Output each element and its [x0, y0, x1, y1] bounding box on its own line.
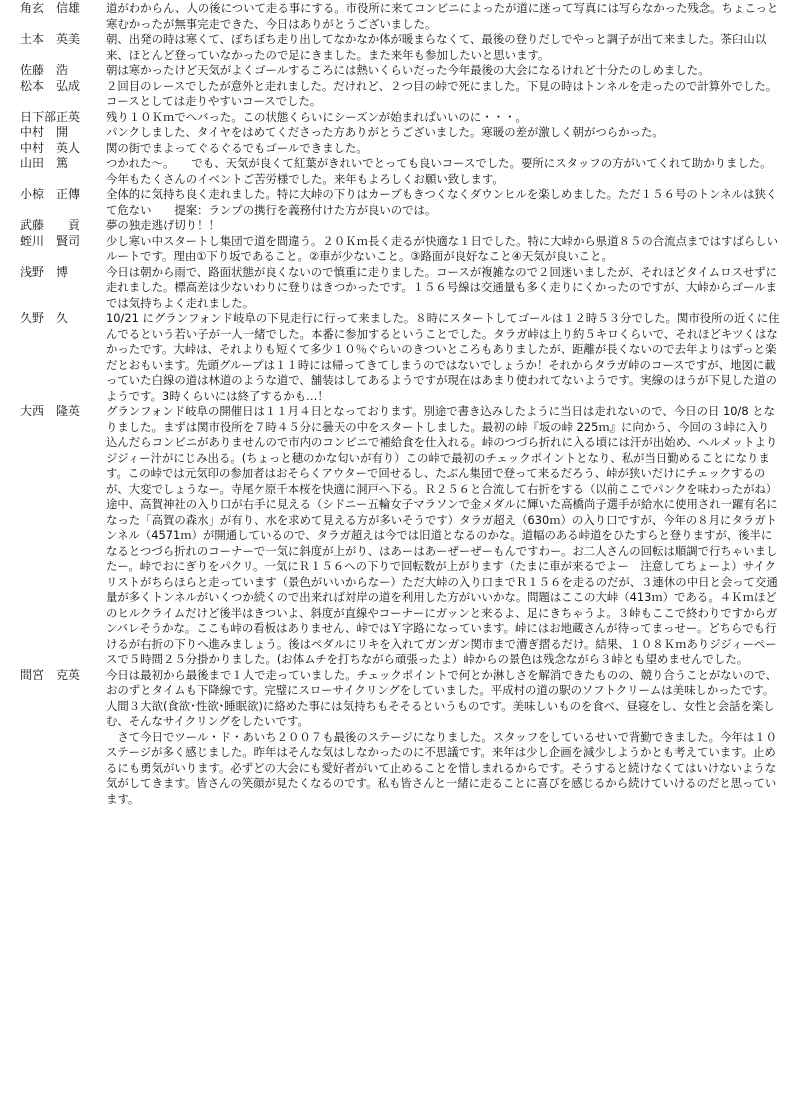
- participant-name: 松本 弘成: [20, 78, 81, 93]
- participant-name: 山田 篤: [20, 156, 69, 170]
- participant-comment: パンクしました、タイヤをはめてくださった方ありがとうございました。寒暖の差が激しく朝がつらかった。: [106, 125, 664, 139]
- comment-entry: [20, 1, 780, 32]
- participant-comment: 全体的に気持ち良く走れました。特に大峠の下りはカーブもきつくなくダウンヒルを楽しめました。ただ１５６号のトンネルは狭くて危ない 提案：ランプの携行を義務付けた方が良いのでは。: [106, 187, 778, 217]
- participant-comment: 朝、出発の時は寒くて、ぼちぼち走り出してなかなか体が暖まらなくて、最後の登りだしでやっと調子が出て来ました。茶臼山以来、ほとんど登っていなかったので足にきました。また来年も参加したいと思います。: [106, 32, 767, 62]
- participant-name: 土本 英美: [20, 32, 81, 46]
- comment-entry: [20, 141, 780, 157]
- comment-entry: [20, 125, 780, 141]
- participant-name: 間宮 克英: [20, 667, 81, 682]
- comment-entry: [20, 187, 780, 218]
- comment-entry: [20, 156, 780, 187]
- participant-comment: 今日は最初から最後まで１人で走っていました。チェックポイントで何とか淋しさを解消できたものの、競り合うことがないので、おのずとタイムも下降線です。完璧にスローサイクリングをしていました。平成村の道の駅のソフトクリームは美味しかったです。人間３大欲(食欲･性欲･睡眠欲)に絡めた事には気持ちもそそるというものです。美味しいものを食べ、昼寝をし、女性と会話を楽しむ、そんなサイクリングをしたいです。: [106, 667, 778, 728]
- participant-comment: つかれた～。 でも、天気が良くて紅葉がきれいでとっても良いコースでした。要所にスタッフの方がいてくれて助かりました。今年もたくさんのイベントご苦労様でした。来年もよろしくお願い致します。: [106, 156, 772, 186]
- participant-comment: 関の街でまよってぐるぐるでもゴールできました。: [106, 140, 368, 155]
- participant-name: 武藤 貢: [20, 218, 81, 232]
- participant-name: 小椋 正傳: [20, 187, 81, 201]
- comment-entry: [20, 265, 780, 312]
- participant-comment: 夢の独走逃げ切り！！: [106, 218, 220, 232]
- participant-comment: 道がわからん、人の後について走る事にする。市役所に来てコンビニによったが道に迷って写真には写らなかった残念。ちょこっと寒むかったが無事完走できた、今日はありがとうございました。: [106, 1, 779, 31]
- participant-name: 大西 隆英: [20, 404, 81, 418]
- comment-entry: [20, 404, 780, 668]
- comment-entry: [20, 668, 780, 730]
- comment-entry: [20, 79, 780, 110]
- participant-name: 佐藤 浩: [20, 63, 69, 77]
- participant-comment: 10/21 にグランフォンド岐阜の下見走行に行って来ました。８時にスタートしてゴールは１２時５３分でした。関市役所の近くに住んでるという若い子が一人一緒でした。本番に参加するということでした。タラガ峠は上り約５キロくらいで、それほどキツくはなかったです。大峠は、それよりも短くて多少１０％ぐらいのきついところもありましたが、距離が長くないので去年よりはずっと楽だとおもいます。先頭グループは１１時には帰ってきてしまうのではないでしょうか！それからタラガ峠のコースですが、地図に載っていた白線の道は林道のような道で、舗装はしてあるようですが現在はあまり使われてないようです。実線のほうが下見した道のようです。3時くらいには終了するかも…！: [106, 311, 780, 403]
- comment-entry: [20, 234, 780, 265]
- participant-name: 中村 英人: [20, 140, 81, 155]
- participant-name: 久野 久: [20, 311, 69, 325]
- participant-comment: 残り１０Ｋｍでへバった。この状態くらいにシーズンが始まればいいのに・・・。: [106, 109, 527, 124]
- participant-name: 浅野 博: [20, 264, 69, 279]
- comment-entry: [20, 218, 780, 234]
- comment-entry: [20, 32, 780, 63]
- participant-comment: 少し寒い中スタートし集団で道を間違う。２０Ｋｍ長く走るが快適な１日でした。特に大峠から県道８５の合流点まではすばらしいルートです。理由①下り坂であること。②車が少ないこと。③路面が良好なこと④天気が良いこと。: [106, 233, 779, 263]
- closing-paragraph: さて今日でツール・ド・あいち２００７も最後のステージになりました。スタッフをしているせいで背勤できました。今年は１０ステージが多く感じました。昨年はそんな気はしなかったのに不思議です。来年は少し企画を減少しようかとも考えています。止めるにも勇気がいります。必ずどの大会にも愛好者がいて止めることを惜しまれるからです。そうすると続けなくてはいけないような気がしてきます。皆さんの笑顔が見たくなるのです。私も皆さんと一緒に走ることに喜びを感じるから続けていけるのだと思っています。: [106, 729, 778, 806]
- participant-name: 角玄 信雄: [20, 1, 81, 15]
- comment-entry: [20, 110, 780, 126]
- participant-comment: グランフォンド岐阜の開催日は１１月４日となっております。別途で書き込みしたように当日は走れないので、今日の日 10/8 となりました。まずは関市役所を７時４５分に曇天の中をスタートしました。最初の峠『坂の峠 225ｍ』に向かう、今回の３峠に入り込んだらコンビニがありませんので市内のコンビニで補給食を仕入れる。峠のつづら折れに入る頃には汗が出始め、ヘルメットよりジジィー汁がにじみ出る。(ちょっと穂のかな匂いが有り）この峠で最初のチェックポイントとなり、私が当日勤めることになります。この峠では元気印の参加者はおそらくアウターで回せるし、たぶん集団で登って来るだろう、峠が狭いだけにチェックするのが、大変でしょうなー。寺尾ケ原千本桜を快適に洞戸へ下る。Ｒ２５６と合流して右折をする（以前ここでパンクを味わったがね）途中、高賀神社の入り口が右手に見える（シドニー五輪女子マラソンで金メダルに輝いた高橋尚子選手が給水に使用され一躍有名になった「高賀の森水」が有り、水を求めて見える方が多いそうです）タラガ超え（630ｍ）の入り口ですが、今年の８月にタラガトンネル（4571ｍ）が開通しているので、タラガ超えは今では旧道となるのかな。道幅のある峠道をひたすらと登りますが、後半になるとつづら折れのコーナーで一気に斜度が上がり、はあーはあーぜーぜーもんですわー。お二人さんの回転は順調で行ちゃいましたー。峠でおにぎりをパクリ。一気にＲ１５６への下りで回転数が上がります（たまに車が来るでよー 注意してちょーよ）サイクリストがちらほらと走っています（景色がいいからなー）ただ大峠の入り口までＲ１５６を走るのだが、３連休の中日と会って交通量が多くトンネルがいくつか続くので出来れば対岸の道を利用した方がいいかな。問題はここの大峠（413ｍ）である。４Ｋｍほどのヒルクライムだけど後半はきついよ、斜度が直線やコーナーにガッンと来るよ、足にきちゃうよ。３峠もここで終わりですからガンバレそうかな。ここも峠の看板はありません、峠ではＹ字路になっています。峠にはお地蔵さんが待ってまっせー。どちらでも行けるが右折の下りへ進みましょう。後はペダルにリキを入れてガンガン関市まで漕ぎ摺るだけ。結果、１０８Ｋｍありジジィーペースで５時間２５分掛かりました。(お体ムチを打ちながら頑張ったよ）峠からの景色は残念ながら３峠とも望めませんでした。: [106, 404, 778, 666]
- participant-name: 蛭川 賢司: [20, 233, 81, 248]
- participant-comment: 朝は寒かったけど天気がよくゴールするころには熱いくらいだった今年最後の大会になるけれど十分たのしめました。: [106, 63, 710, 77]
- participant-name: 日下部正英: [20, 109, 81, 124]
- comment-entry: [20, 311, 780, 404]
- participant-name: 中村 開: [20, 125, 69, 139]
- comment-list: [20, 1, 780, 730]
- comment-entry: [20, 63, 780, 79]
- participant-comment: 今日は朝から雨で、路面状態が良くないので慎重に走りました。コースが複雑なので２回迷いましたが、それほどタイムロスせずに走れました。標高差は少ないわりに登りはきつかったです。１５６号線は交通量も多く走りにくかったのですが、大峠からゴールまでは気持ちよく走れました。: [106, 264, 778, 310]
- participant-comment: ２回目のレースでしたが意外と走れました。だけれど、２つ目の峠で死にました。下見の時はトンネルを走ったので計算外でした。コースとしては走りやすいコースでした。: [106, 78, 778, 108]
